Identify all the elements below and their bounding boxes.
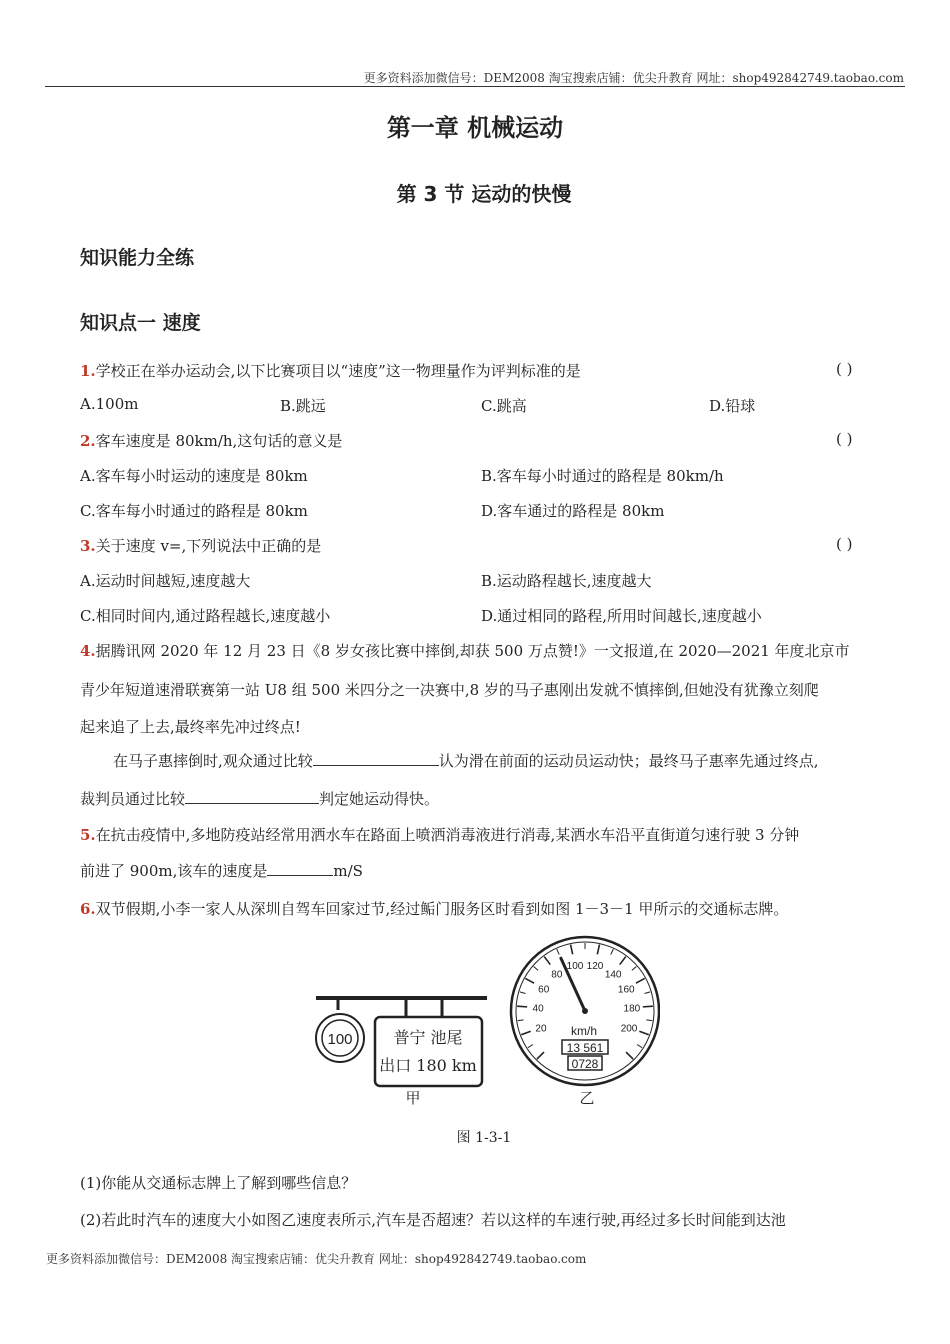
question-text: 客车速度是 80km/h,这句话的意义是 <box>95 432 343 450</box>
heading-knowledge-point: 知识点一 速度 <box>80 312 201 334</box>
question-1 <box>80 360 581 381</box>
gauge-tick-label: 200 <box>620 1023 638 1035</box>
option-b: B.运动路程越长,速度越大 <box>481 572 652 590</box>
question-4-fill-line1 <box>113 750 819 771</box>
question-text-line1: 在抗击疫情中,多地防疫站经常用洒水车在路面上喷洒消毒液进行消毒,某洒水车沿平直街道匀速行驶 3 分钟 <box>95 826 800 844</box>
question-number: 2. <box>80 432 96 450</box>
section-title: 第 3 节 运动的快慢 <box>396 182 572 206</box>
question-5 <box>80 824 799 845</box>
label-yi: 乙 <box>579 1089 595 1107</box>
option-d: D.客车通过的路程是 80km <box>481 502 665 520</box>
odometer-value: 13 561 <box>566 1041 604 1055</box>
fill-text: m/S <box>333 862 363 880</box>
figure-1-3-1 <box>300 935 660 1145</box>
question-4-fill-line2 <box>80 788 439 809</box>
page-header: 更多资料添加微信号：DEM2008 淘宝搜索店铺：优尖升教育 网址：shop492842749.taobao.com <box>363 71 904 85</box>
answer-blank[interactable] <box>185 789 319 804</box>
question-number: 4. <box>80 642 96 660</box>
label-jia: 甲 <box>405 1089 421 1107</box>
question-text-line1: 据腾讯网 2020 年 12 月 23 日《8 岁女孩比赛中摔倒,却获 500 万点赞!》一文报道,在 2020—2021 年度北京市 <box>95 642 850 660</box>
question-number: 1. <box>80 362 96 380</box>
option-d: D.铅球 <box>709 397 756 415</box>
option-b: B.跳远 <box>280 397 326 415</box>
page-footer: 更多资料添加微信号：DEM2008 淘宝搜索店铺：优尖升教育 网址：shop492842749.taobao.com <box>46 1252 587 1266</box>
gauge-tick-label: 40 <box>532 1003 544 1015</box>
figure-drawing <box>300 935 660 1145</box>
gauge-tick <box>643 1006 653 1007</box>
question-text-line3: 起来追了上去,最终率先冲过终点! <box>80 718 301 736</box>
question-number: 3. <box>80 537 96 555</box>
gauge-tick <box>517 1006 527 1007</box>
option-c: C.相同时间内,通过路程越长,速度越小 <box>80 607 331 625</box>
fill-text: 判定她运动得快。 <box>319 790 440 808</box>
question-6 <box>80 898 788 919</box>
gauge-tick-label: 140 <box>604 969 622 981</box>
question-3 <box>80 535 321 556</box>
answer-bracket: ( ) <box>836 360 853 378</box>
figure-caption: 图 1-3-1 <box>456 1130 512 1145</box>
fill-text: 前进了 900m,该车的速度是 <box>80 862 268 880</box>
fill-text: 裁判员通过比较 <box>80 790 186 808</box>
gauge-tick-label: 120 <box>586 961 604 973</box>
question-2 <box>80 430 342 451</box>
speed-limit-value: 100 <box>327 1031 353 1048</box>
question-4 <box>80 640 850 661</box>
option-c: C.跳高 <box>481 397 527 415</box>
exit-sign-line1: 普宁 池尾 <box>393 1028 463 1047</box>
question-number: 6. <box>80 900 96 918</box>
speedometer <box>511 937 659 1085</box>
gauge-tick-label: 100 <box>566 961 584 973</box>
fill-text: 在马子惠摔倒时,观众通过比较 <box>113 752 313 770</box>
gauge-unit: km/h <box>570 1024 598 1038</box>
question-6-sub1: (1)你能从交通标志牌上了解到哪些信息？ <box>80 1174 357 1192</box>
question-text: 关于速度 v=,下列说法中正确的是 <box>95 537 322 555</box>
fill-text: 认为滑在前面的运动员运动快；最终马子惠率先通过终点, <box>438 752 819 770</box>
question-text: 学校正在举办运动会,以下比赛项目以“速度”这一物理量作为评判标准的是 <box>95 362 581 380</box>
question-number: 5. <box>80 826 96 844</box>
question-6-sub2: (2)若此时汽车的速度大小如图乙速度表所示,汽车是否超速？若以这样的车速行驶,再经过多长时间能到达池 <box>80 1211 786 1229</box>
answer-blank[interactable] <box>267 861 333 876</box>
option-a: A.客车每小时运动的速度是 80km <box>80 467 308 485</box>
answer-blank[interactable] <box>313 751 439 766</box>
gauge-tick-label: 60 <box>538 984 550 996</box>
exit-sign-line2: 出口 180 km <box>379 1056 477 1075</box>
question-text: 双节假期,小李一家人从深圳自驾车回家过节,经过鲘门服务区时看到如图 1－3－1 甲所示的交通标志牌。 <box>95 900 789 918</box>
chapter-title: 第一章 机械运动 <box>386 114 564 142</box>
answer-bracket: ( ) <box>836 430 853 448</box>
gauge-tick-label: 80 <box>551 969 563 981</box>
trip-value: 0728 <box>571 1057 599 1071</box>
option-c: C.客车每小时通过的路程是 80km <box>80 502 308 520</box>
option-b: B.客车每小时通过的路程是 80km/h <box>481 467 724 485</box>
gauge-tick-label: 20 <box>535 1023 547 1035</box>
traffic-sign <box>316 998 487 1086</box>
header-divider <box>45 86 905 87</box>
option-a: A.100m <box>80 395 139 413</box>
gauge-tick-label: 180 <box>623 1003 641 1015</box>
question-text-line2: 青少年短道速滑联赛第一站 U8 组 500 米四分之一决赛中,8 岁的马子惠刚出发就不慎摔倒,但她没有犹豫立刻爬 <box>80 681 819 699</box>
gauge-tick-label: 160 <box>617 984 635 996</box>
option-a: A.运动时间越短,速度越大 <box>80 572 251 590</box>
heading-practice: 知识能力全练 <box>80 247 195 269</box>
option-d: D.通过相同的路程,所用时间越长,速度越小 <box>481 607 762 625</box>
answer-bracket: ( ) <box>836 535 853 553</box>
question-5-fill <box>80 860 363 881</box>
